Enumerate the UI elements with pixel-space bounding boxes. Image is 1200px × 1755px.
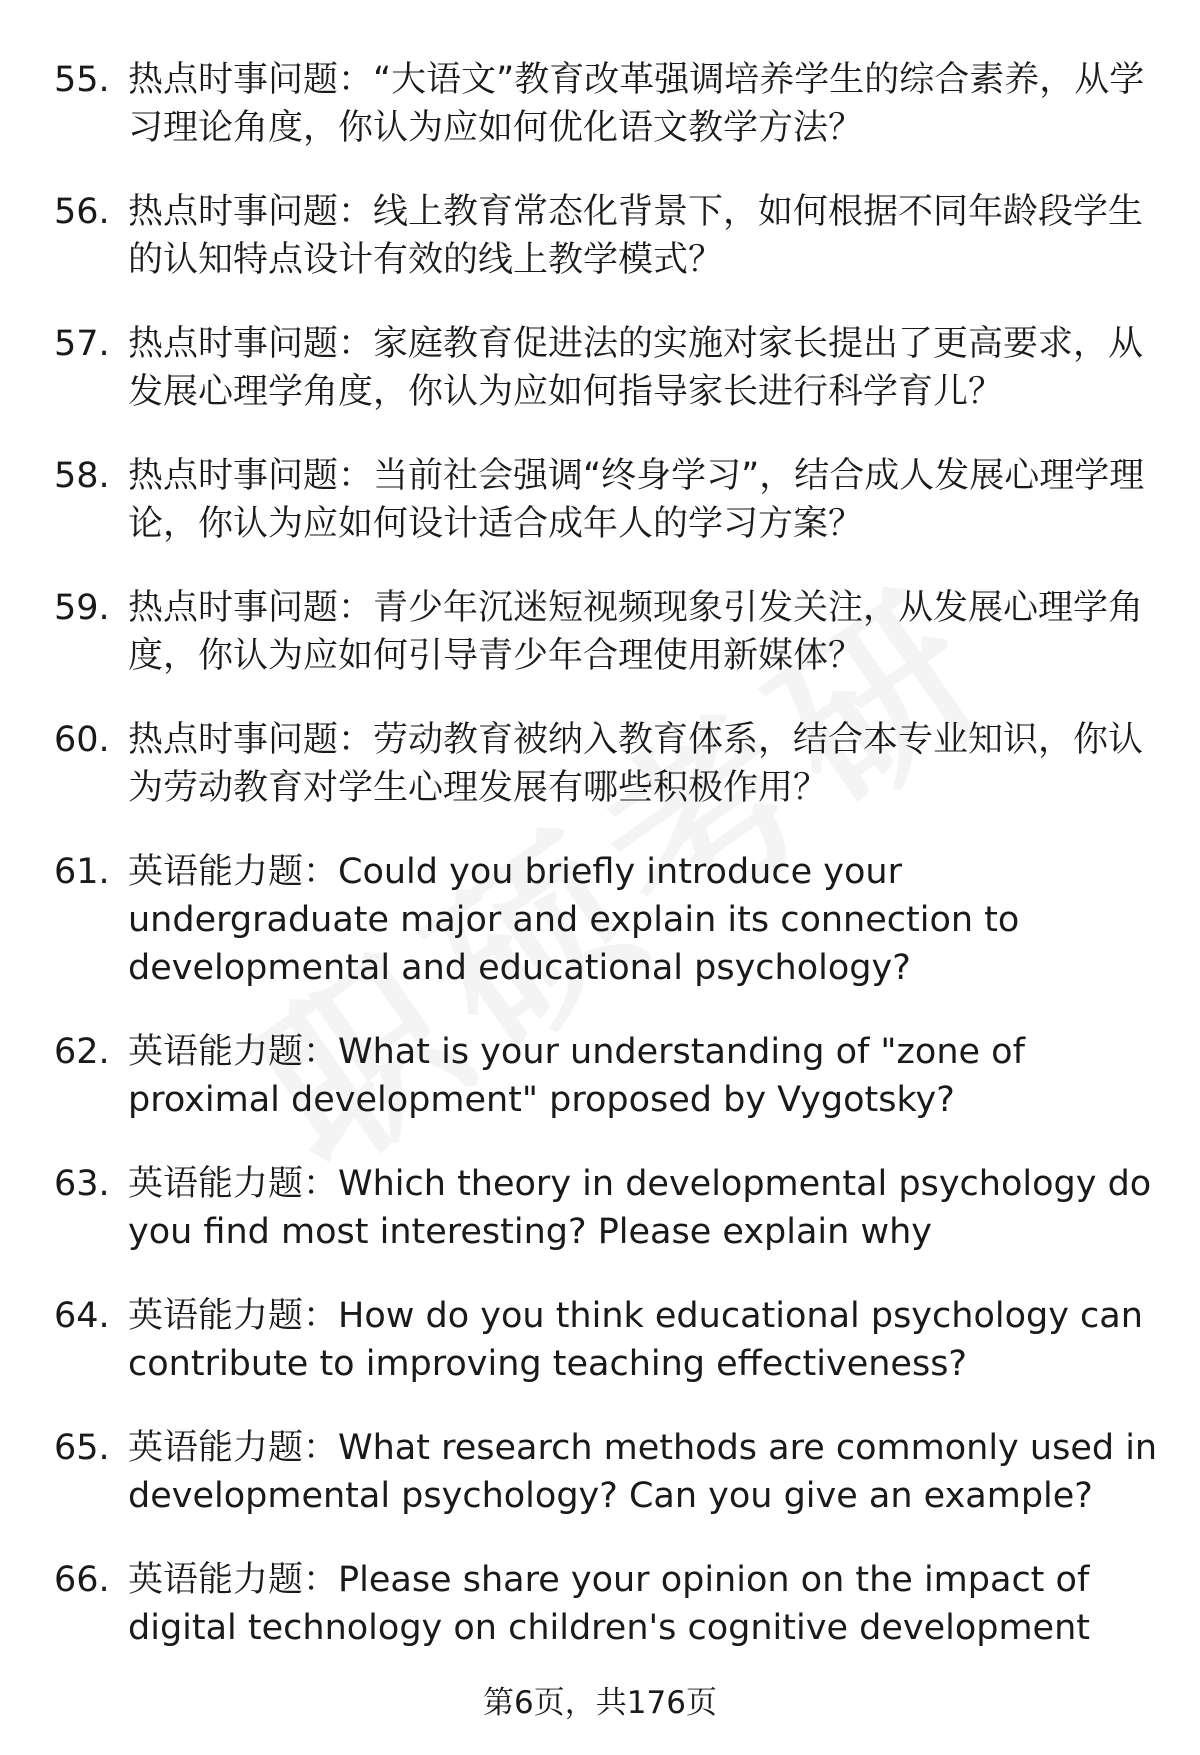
question-category: 热点时事问题： — [128, 192, 374, 232]
question-item — [0, 1028, 1200, 1124]
question-item — [0, 452, 1200, 548]
question-category: 英语能力题： — [128, 1560, 339, 1600]
question-text — [128, 848, 1158, 992]
question-item — [0, 1160, 1200, 1256]
question-text — [128, 1556, 1158, 1652]
question-number: 56. — [54, 192, 110, 232]
question-item — [0, 320, 1200, 416]
page-footer — [0, 1683, 1200, 1723]
question-body: What is your understanding of "zone of proximal development" proposed by Vygotsky? — [128, 1032, 1025, 1120]
question-body: 劳动教育被纳入教育体系，结合本专业知识，你认为劳动教育对学生心理发展有哪些积极作用？ — [128, 720, 1144, 808]
question-number: 57. — [54, 324, 110, 364]
question-number: 61. — [54, 852, 110, 892]
question-number: 64. — [54, 1296, 110, 1336]
question-text — [128, 1424, 1158, 1520]
question-category: 热点时事问题： — [128, 60, 374, 100]
question-number: 58. — [54, 456, 110, 496]
question-category: 英语能力题： — [128, 1032, 339, 1072]
question-category: 英语能力题： — [128, 852, 339, 892]
question-body: Which theory in developmental psychology do you find most interesting? Please explain why — [128, 1164, 1152, 1252]
question-category: 英语能力题： — [128, 1164, 339, 1204]
question-body: What research methods are commonly used in developmental psychology? Can you give an example? — [128, 1428, 1158, 1516]
question-number: 55. — [54, 60, 110, 100]
question-list — [0, 56, 1200, 1688]
question-category: 热点时事问题： — [128, 324, 374, 364]
question-item — [0, 188, 1200, 284]
page-number-label: 第6页，共176页 — [483, 1685, 717, 1721]
question-category: 英语能力题： — [128, 1428, 339, 1468]
question-body: Could you briefly introduce your undergraduate major and explain its connection to developmental and educational psychology? — [128, 852, 1020, 988]
question-body: “大语文”教育改革强调培养学生的综合素养，从学习理论角度，你认为应如何优化语文教学方法？ — [128, 60, 1145, 148]
question-text — [128, 1028, 1158, 1124]
question-body: 线上教育常态化背景下，如何根据不同年龄段学生的认知特点设计有效的线上教学模式？ — [128, 192, 1144, 280]
question-number: 63. — [54, 1164, 110, 1204]
question-item — [0, 848, 1200, 992]
question-number: 65. — [54, 1428, 110, 1468]
question-item — [0, 1292, 1200, 1388]
question-text — [128, 452, 1158, 548]
question-text — [128, 320, 1158, 416]
question-number: 66. — [54, 1560, 110, 1600]
question-body: How do you think educational psychology can contribute to improving teaching effectiveness? — [128, 1296, 1143, 1384]
question-category: 热点时事问题： — [128, 588, 374, 628]
question-category: 英语能力题： — [128, 1296, 339, 1336]
question-number: 60. — [54, 720, 110, 760]
question-text — [128, 188, 1158, 284]
question-item — [0, 56, 1200, 152]
question-text — [128, 1160, 1158, 1256]
question-body: 青少年沉迷短视频现象引发关注，从发展心理学角度，你认为应如何引导青少年合理使用新媒体？ — [128, 588, 1144, 676]
question-body: 家庭教育促进法的实施对家长提出了更高要求，从发展心理学角度，你认为应如何指导家长进行科学育儿？ — [128, 324, 1144, 412]
question-text — [128, 1292, 1158, 1388]
question-text — [128, 56, 1158, 152]
question-text — [128, 716, 1158, 812]
question-item — [0, 1556, 1200, 1652]
question-item — [0, 584, 1200, 680]
question-category: 热点时事问题： — [128, 456, 374, 496]
question-body: Please share your opinion on the impact of digital technology on children's cognitive development — [128, 1560, 1090, 1648]
question-number: 59. — [54, 588, 110, 628]
question-number: 62. — [54, 1032, 110, 1072]
question-item — [0, 716, 1200, 812]
question-category: 热点时事问题： — [128, 720, 374, 760]
question-body: 当前社会强调“终身学习”，结合成人发展心理学理论，你认为应如何设计适合成年人的学习方案？ — [128, 456, 1145, 544]
question-item — [0, 1424, 1200, 1520]
question-text — [128, 584, 1158, 680]
